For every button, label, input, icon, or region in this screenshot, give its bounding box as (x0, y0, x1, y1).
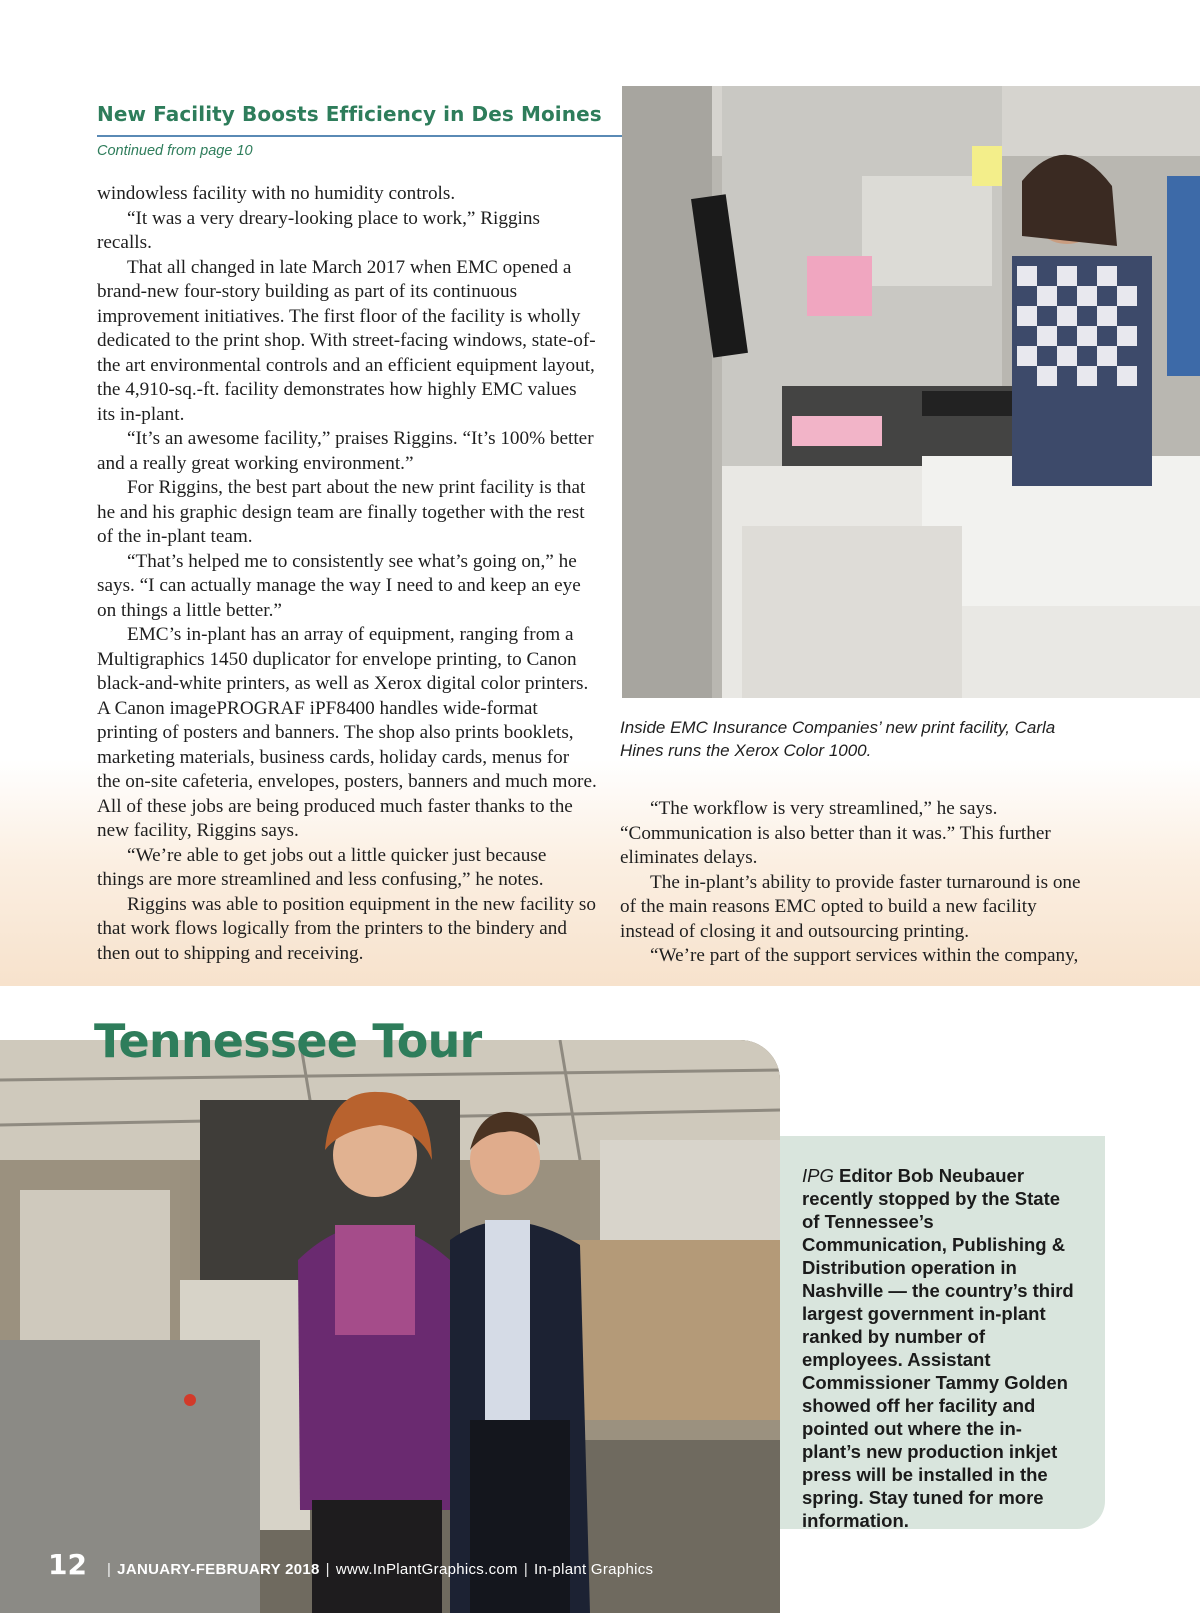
article-right-column (620, 797, 1090, 969)
headline-divider (97, 135, 623, 137)
sidebar-body: Editor Bob Neubauer recently stopped by the State of Tennessee’s Communication, Publishing & Distribution operation in Nashville — the country’s third largest government in-plant ranked by number of employees. Assistant Commissioner Tammy Golden showed off her facility and pointed out where the in-plant’s new production inkjet press will be installed in the spring. Stay tuned for more information. (802, 1165, 1074, 1531)
paragraph: For Riggins, the best part about the new print facility is that he and his graphic design team are finally together with the rest of the in-plant team. (97, 477, 586, 547)
paragraph: Riggins was able to position equipment in the new facility so that work flows logically from the printers to the bindery and then out to shipping and receiving. (97, 893, 596, 964)
tennessee-tour-photo (0, 1040, 780, 1613)
sidebar-publication-abbrev: IPG (802, 1165, 834, 1186)
footer-separator: | (106, 1561, 112, 1578)
article-headline: New Facility Boosts Efficiency in Des Moines (97, 102, 602, 126)
footer-details (101, 1561, 653, 1578)
website-link[interactable]: www.InPlantGraphics.com (335, 1561, 518, 1578)
publication-name: In-plant Graphics (534, 1561, 654, 1578)
issue-date: JANUARY-FEBRUARY 2018 (117, 1561, 320, 1578)
print-facility-photo (622, 86, 1200, 698)
sidebar-text (802, 1164, 1077, 1532)
paragraph: The in-plant’s ability to provide faster turnaround is one of the main reasons EMC opted to build a new facility instead of closing it and outsourcing printing. (620, 871, 1081, 942)
article-left-column (97, 182, 597, 966)
paragraph: “We’re able to get jobs out a little quicker just because things are more streamlined and less confusing,” he notes. (97, 844, 547, 890)
footer-separator: | (325, 1561, 330, 1578)
paragraph: “The workflow is very streamlined,” he says. “Communication is also better than it was.” This further eliminates delays. (620, 798, 1051, 868)
photo-caption: Inside EMC Insurance Companies’ new print facility, Carla Hines runs the Xerox Color 1000. (620, 718, 1056, 760)
paragraph: “It was a very dreary-looking place to work,” Riggins recalls. (97, 207, 540, 253)
paragraph: EMC’s in-plant has an array of equipment, ranging from a Multigraphics 1450 duplicator for envelope printing, to Canon black-and-white printers, as well as Xerox digital color printers. A Canon imagePROGRAF iPF8400 handles wide-format printing of posters and banners. The shop also prints booklets, marketing materials, business cards, holiday cards, menus for the on-site cafeteria, envelopes, posters, banners and much more. All of these jobs are being produced much faster thanks to the new facility, Riggins says. (97, 624, 597, 841)
page-number: 12 (48, 1548, 87, 1581)
paragraph: windowless facility with no humidity controls. (97, 183, 456, 204)
continued-from-note: Continued from page 10 (97, 143, 253, 159)
page-footer (48, 1548, 653, 1588)
paragraph: “We’re part of the support services within the company, (650, 945, 1079, 966)
paragraph: “It’s an awesome facility,” praises Riggins. “It’s 100% better and a really great working environment.” (97, 428, 594, 474)
footer-separator: | (523, 1561, 529, 1578)
section-title: Tennessee Tour (94, 1014, 482, 1068)
paragraph: That all changed in late March 2017 when EMC opened a brand-new four-story building as part of its continuous improvement initiatives. The first floor of the facility is wholly dedicated to the print shop. With street-facing windows, state-of-the art environmental controls and an efficient equipment layout, the 4,910-sq.-ft. facility demonstrates how highly EMC values its in-plant. (97, 256, 596, 425)
paragraph: “That’s helped me to consistently see what’s going on,” he says. “I can actually manage the way I need to and keep an eye on things a little better.” (97, 550, 581, 621)
